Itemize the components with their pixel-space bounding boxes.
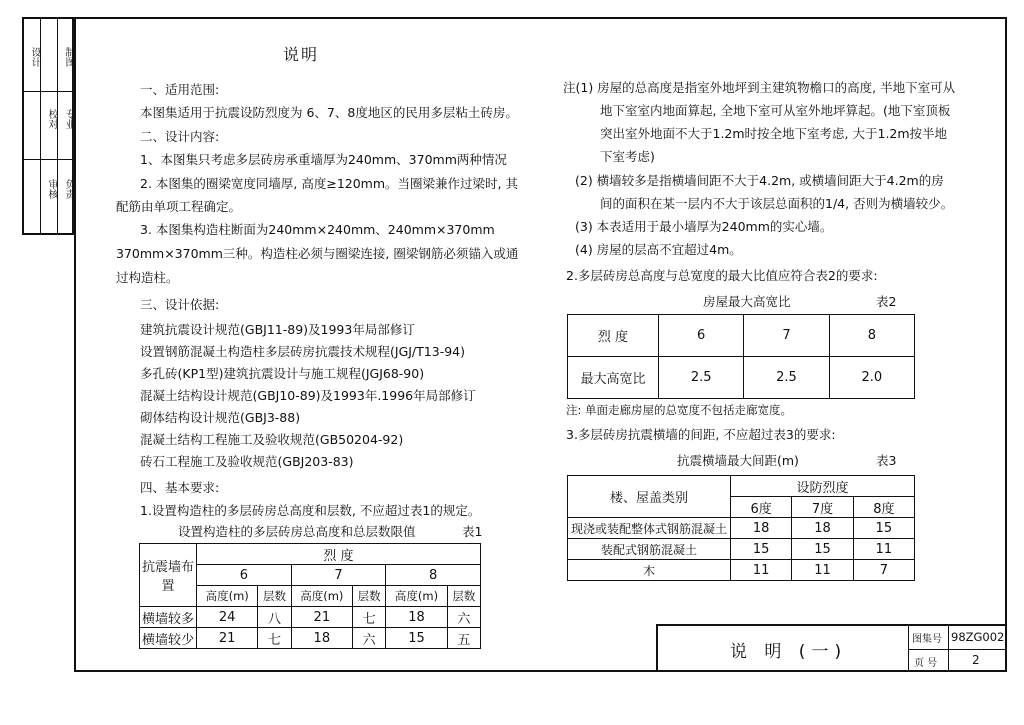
cell: 11 [792, 560, 853, 581]
section-heading: 一、适用范围: [140, 82, 220, 97]
table-caption: 抗震横墙最大间距(m) [677, 453, 799, 468]
paragraph: 2. 本图集的圈梁宽度同墙厚, 高度≥120mm。当圈梁兼作过梁时, 其 [140, 176, 518, 191]
reference-item: 多孔砖(KP1型)建筑抗震设计与施工规程(JGJ68-90) [140, 366, 425, 381]
reference-item: 混凝土结构设计规范(GBJ10-89)及1993年.1996年局部修订 [140, 388, 476, 403]
note: 注(1) 房屋的总高度是指室外地坪到主建筑物檐口的高度, 半地下室可从 [563, 80, 956, 95]
group-header: 烈 度 [197, 544, 481, 565]
stamp-label: 校对 [46, 109, 57, 129]
note: 地下室室内地面算起, 全地下室可从室外地坪算起。(地下室顶板 [600, 103, 951, 118]
note: 突出室外地面不大于1.2m时按全地下室考虑, 大于1.2m按半地 [600, 126, 948, 141]
cell: 7 [853, 560, 914, 581]
cell: 18 [291, 628, 352, 649]
degree-header: 7度 [792, 497, 853, 518]
row-name: 横墙较多 [140, 607, 197, 628]
page-number: 2 [972, 653, 980, 667]
section-heading: 四、基本要求: [140, 480, 220, 495]
title-block [656, 624, 1007, 672]
sub-header: 层数 [353, 586, 386, 607]
degree-header: 6度 [731, 497, 792, 518]
page-label: 页 号 [914, 658, 938, 669]
cell: 18 [792, 518, 853, 539]
paragraph: 本图集适用于抗震设防烈度为 6、7、8度地区的民用多层粘土砖房。 [140, 105, 518, 120]
stamp-label: 制图 [63, 47, 74, 67]
aspect-ratio-table [567, 314, 915, 399]
cell: 21 [197, 628, 258, 649]
approval-stamp [22, 17, 74, 235]
paragraph: 过构造柱。 [116, 270, 179, 285]
wall-spacing-table [567, 475, 915, 581]
paragraph: 2.多层砖房总高度与总宽度的最大比值应符合表2的要求: [566, 268, 878, 283]
cell: 8 [829, 315, 914, 357]
atlas-number: 98ZG002 [951, 630, 1005, 644]
table-row [568, 560, 915, 581]
height-limit-table [139, 543, 481, 649]
cell: 7 [744, 315, 829, 357]
cell: 15 [853, 518, 914, 539]
cell: 18 [386, 607, 447, 628]
row-name: 装配式钢筋混凝土 [568, 539, 731, 560]
sub-header: 高度(m) [197, 586, 258, 607]
degree-header: 6 [197, 565, 292, 586]
cell: 11 [853, 539, 914, 560]
reference-item: 砌体结构设计规范(GBJ3-88) [140, 410, 301, 425]
atlas-label: 图集号 [912, 634, 942, 645]
cell: 七 [258, 628, 291, 649]
cell: 18 [731, 518, 792, 539]
reference-item: 砖石工程施工及验收规范(GBJ203-83) [140, 454, 354, 469]
cell: 2.0 [829, 357, 914, 399]
sheet-title: 说 明 (一) [730, 642, 848, 662]
note: (2) 横墙较多是指横墙间距不大于4.2m, 或横墙间距大于4.2m的房 [575, 173, 944, 188]
cell: 11 [731, 560, 792, 581]
stamp-label: 设计 [29, 47, 40, 67]
cell: 15 [731, 539, 792, 560]
row-name: 现浇或装配整体式钢筋混凝土 [568, 518, 731, 539]
paragraph: 1、本图集只考虑多层砖房承重墙厚为240mm、370mm两种情况 [140, 152, 507, 167]
stamp-label: 专业 [63, 109, 74, 129]
paragraph: 3.多层砖房抗震横墙的间距, 不应超过表3的要求: [566, 427, 836, 442]
table-caption: 设置构造柱的多层砖房总高度和总层数限值 [178, 524, 416, 539]
paragraph: 配筋由单项工程确定。 [116, 199, 242, 214]
page-title: 说明 [283, 45, 320, 64]
cell: 21 [291, 607, 352, 628]
sub-header: 高度(m) [386, 586, 447, 607]
cell: 24 [197, 607, 258, 628]
cell: 六 [447, 607, 480, 628]
cell: 2.5 [659, 357, 744, 399]
note: 注: 单面走廊房屋的总宽度不包括走廊宽度。 [566, 403, 793, 417]
stamp-label: 负责 [63, 179, 74, 199]
table-label: 表1 [462, 524, 483, 539]
row-name: 横墙较少 [140, 628, 197, 649]
paragraph: 1.设置构造柱的多层砖房总高度和层数, 不应超过表1的规定。 [140, 503, 481, 518]
reference-item: 混凝土结构工程施工及验收规范(GB50204-92) [140, 432, 404, 447]
sub-header: 层数 [447, 586, 480, 607]
cell: 七 [353, 607, 386, 628]
row-header: 抗震墙布置 [140, 544, 197, 607]
note: 间的面积在某一层内不大于该层总面积的1/4, 否则为横墙较少。 [600, 196, 954, 211]
sub-header: 高度(m) [291, 586, 352, 607]
table-row [568, 539, 915, 560]
row-header: 烈 度 [568, 315, 659, 357]
degree-header: 7 [291, 565, 386, 586]
section-heading: 三、设计依据: [140, 297, 220, 312]
cell: 2.5 [744, 357, 829, 399]
cell: 15 [386, 628, 447, 649]
note: 下室考虑) [600, 149, 655, 164]
cell: 15 [792, 539, 853, 560]
note: (4) 房屋的层高不宜超过4m。 [575, 242, 742, 257]
sub-header: 层数 [258, 586, 291, 607]
reference-item: 设置钢筋混凝土构造柱多层砖房抗震技术规程(JGJ/T13-94) [140, 344, 465, 359]
group-header: 设防烈度 [731, 476, 915, 497]
reference-item: 建筑抗震设计规范(GBJ11-89)及1993年局部修订 [140, 322, 415, 337]
degree-header: 8 [386, 565, 481, 586]
table-row [140, 628, 481, 649]
paragraph: 370mm×370mm三种。构造柱必须与圈梁连接, 圈梁钢筋必须锚入或通 [116, 246, 519, 261]
row-name: 木 [568, 560, 731, 581]
table-caption: 房屋最大高宽比 [703, 294, 791, 309]
cell: 六 [353, 628, 386, 649]
stamp-label: 审核 [46, 179, 57, 199]
row-header: 楼、屋盖类别 [568, 476, 731, 518]
row-header: 最大高宽比 [568, 357, 659, 399]
cell: 五 [447, 628, 480, 649]
section-heading: 二、设计内容: [140, 129, 220, 144]
table-row [568, 518, 915, 539]
note: (3) 本表适用于最小墙厚为240mm的实心墙。 [575, 219, 833, 234]
cell: 八 [258, 607, 291, 628]
table-label: 表3 [876, 453, 897, 468]
paragraph: 3. 本图集构造柱断面为240mm×240mm、240mm×370mm [140, 222, 495, 237]
table-label: 表2 [876, 294, 897, 309]
cell: 6 [659, 315, 744, 357]
degree-header: 8度 [853, 497, 914, 518]
table-row [140, 607, 481, 628]
